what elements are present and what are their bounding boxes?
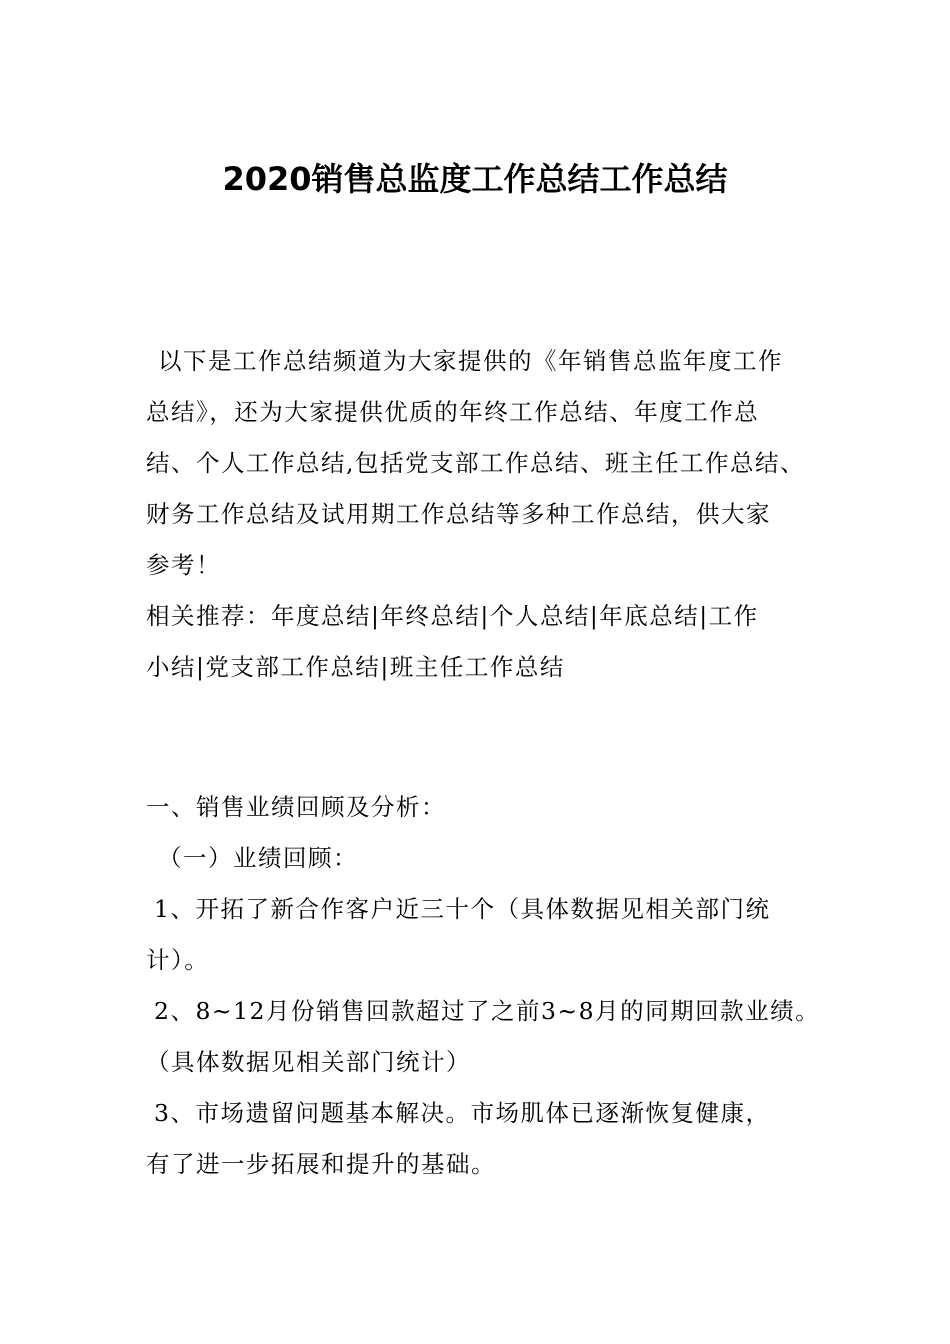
list-item-continuation: 计）。: [146, 946, 210, 974]
intro-line: 以下是工作总结频道为大家提供的《年销售总监年度工作: [158, 347, 783, 375]
intro-line: 结、个人工作总结,包括党支部工作总结、班主任工作总结、: [146, 449, 805, 477]
main-section: [146, 782, 821, 1190]
list-item: 1、开拓了新合作客户近三十个（具体数据见相关部门统: [154, 895, 771, 923]
document-title: 2020销售总监度工作总结工作总结: [222, 160, 728, 198]
intro-line: 财务工作总结及试用期工作总结等多种工作总结，供大家: [146, 500, 771, 528]
list-item: 2、8~12月份销售回款超过了之前3~8月的同期回款业绩。: [154, 997, 821, 1025]
list-item-continuation: 有了进一步拓展和提升的基础。: [146, 1150, 496, 1178]
related-recommendations: 小结|党支部工作总结|班主任工作总结: [146, 653, 565, 681]
related-recommendations: 相关推荐：年度总结|年终总结|个人总结|年底总结|工作: [146, 602, 759, 630]
intro-paragraph: [146, 336, 816, 693]
section-heading: 一、销售业绩回顾及分析：: [146, 793, 446, 821]
intro-line: 总结》，还为大家提供优质的年终工作总结、年度工作总: [146, 398, 760, 426]
list-item: 3、市场遗留问题基本解决。市场肌体已逐渐恢复健康，: [154, 1099, 771, 1127]
intro-line: 参考！: [146, 551, 221, 579]
subsection-heading: （一）业绩回顾：: [158, 844, 358, 872]
list-item-continuation: （具体数据见相关部门统计）: [146, 1048, 471, 1076]
